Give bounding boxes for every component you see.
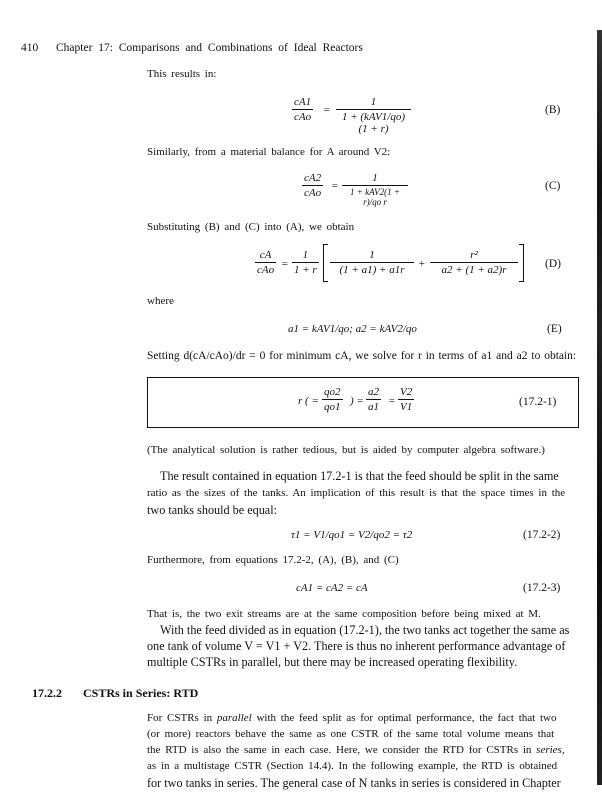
text-setting: Setting d(cA/cAo)/dr = 0 for minimum cA, we solve for r in terms of a1 and a2 to obtain: [147, 350, 577, 362]
text-similarly: Similarly, from a material balance for A around V2: [147, 146, 391, 158]
text-with-line1: With the feed divided as in equation (17.2-1), the two tanks act together the same as [160, 623, 570, 637]
boxed-frac1-num: qo2 [324, 386, 341, 398]
text-result-line3: two tanks should be equal: [147, 503, 277, 517]
eqD-lhs-num: cA [259, 249, 272, 261]
text-result-line2: ratio as the sizes of the tanks. An implication of this result is that the space times in the [147, 487, 566, 499]
eqC-equals: = [331, 180, 339, 192]
eqC-rhs [342, 172, 408, 207]
eqC-label: (C) [545, 180, 561, 192]
eqD-lhs-den: cAo [257, 264, 275, 276]
boxed-frac1-den: qo1 [324, 401, 341, 413]
boxed-frac2 [366, 386, 381, 413]
eqD-frac1 [292, 249, 319, 276]
eqB-rhs-num: 1 [370, 96, 377, 108]
eqD-equals: = [281, 258, 289, 270]
eqD-frac2-num: 1 [369, 249, 375, 261]
text-cstr-parallel: parallel [216, 712, 252, 724]
eqD-frac1-num: 1 [302, 249, 309, 261]
eqD-lhs [255, 249, 276, 276]
eqB-lhs-num: cA1 [294, 96, 312, 108]
text-cstr-series: series, [536, 744, 565, 756]
eq-17-2-3-label: (17.2-3) [523, 582, 561, 594]
text-cstr-line1c: with the feed split as for optimal performance, the fact that two [256, 712, 557, 724]
eqD-frac3-den: a2 + (1 + a2)r [430, 262, 518, 276]
text-furthermore: Furthermore, from equations 17.2-2, (A), (B), and (C) [147, 554, 399, 566]
text-result-line1: The result contained in equation 17.2-1 is that the feed should be split in the same [160, 469, 559, 483]
eqB-lhs [292, 96, 313, 123]
section-number: 17.2.2 [32, 686, 62, 700]
eqB-rhs-den: 1 + (kAV1/qo)(1 + r) [336, 109, 411, 135]
boxed-frac1 [322, 386, 343, 413]
text-cstr-line2: (or more) reactors behave the same as one CSTR of the same total volume means that [147, 728, 555, 740]
eqE-label: (E) [547, 323, 562, 335]
eqC-rhs-den: 1 + kAV2(1 + r)/qo r [342, 185, 408, 207]
section-title: CSTRs in Series: RTD [83, 686, 199, 700]
eqC-rhs-num: 1 [372, 172, 378, 184]
eqB-equals: = [323, 104, 331, 116]
eqD-label: (D) [545, 258, 561, 270]
eqD-frac3 [430, 249, 518, 276]
text-results-in: This results in: [147, 68, 217, 80]
text-with-line2: one tank of volume V = V1 + V2. There is thus no inherent performance advantage of [147, 639, 566, 653]
boxed-label: (17.2-1) [519, 396, 557, 408]
eq-17-2-2-text: τ1 = V1/qo1 = V2/qo2 = τ2 [291, 529, 413, 541]
eqB-rhs [336, 96, 411, 135]
eqC-lhs-den: cAo [304, 187, 322, 199]
text-substituting: Substituting (B) and (C) into (A), we obtain [147, 221, 355, 233]
boxed-frac2-num: a2 [368, 386, 379, 398]
eqB-lhs-den: cAo [294, 111, 312, 123]
scan-edge [597, 30, 602, 785]
boxed-frac2-den: a1 [368, 401, 379, 413]
eqD-frac1-den: 1 + r [294, 264, 317, 276]
eqC-lhs-num: cA2 [304, 172, 322, 184]
eqD-frac2 [330, 249, 414, 276]
text-with-line3: multiple CSTRs in parallel, but there may be increased operating flexibility. [147, 655, 518, 669]
text-cstr-line3 [147, 744, 565, 756]
eqC-lhs [302, 172, 323, 199]
running-title: Chapter 17: Comparisons and Combinations of Ideal Reactors [56, 42, 363, 54]
text-cstr-line4: as in a multistage CSTR (Section 14.4). In the following example, the RTD is obtained [147, 760, 558, 772]
text-analytical: (The analytical solution is rather tedious, but is aided by computer algebra software.) [147, 444, 545, 456]
boxed-frac3-num: V2 [400, 386, 413, 398]
eq-17-2-3-text: cA1 = cA2 = cA [296, 582, 368, 594]
eqB-label: (B) [545, 104, 561, 116]
text-where: where [147, 295, 174, 307]
eqD-bracket-right [519, 244, 524, 282]
eqD-bracket-left [323, 244, 328, 282]
text-cstr-line5: for two tanks in series. The general case of N tanks in series is considered in Chapter [147, 776, 561, 790]
eq-17-2-2-label: (17.2-2) [523, 529, 561, 541]
eqE-text: a1 = kAV1/qo; a2 = kAV2/qo [288, 323, 417, 335]
eqD-frac2-den: (1 + a1) + a1r [330, 262, 414, 276]
boxed-r-part: r ( = [298, 395, 319, 407]
text-that-is: That is, the two exit streams are at the same composition before being mixed at M. [147, 608, 541, 620]
boxed-mid: ) = [350, 395, 364, 407]
boxed-frac3-den: V1 [400, 401, 413, 413]
text-cstr-line1 [147, 712, 556, 724]
boxed-frac3 [398, 386, 414, 413]
text-cstr-line1a: For CSTRs in [147, 712, 213, 724]
text-cstr-line3a: the RTD is also the same in each case. Here, we consider the RTD for CSTRs in [147, 744, 532, 756]
page-number: 410 [21, 42, 39, 54]
boxed-eq: = [388, 395, 396, 407]
eqD-plus: + [418, 258, 426, 270]
eqD-frac3-num: r² [470, 249, 478, 261]
